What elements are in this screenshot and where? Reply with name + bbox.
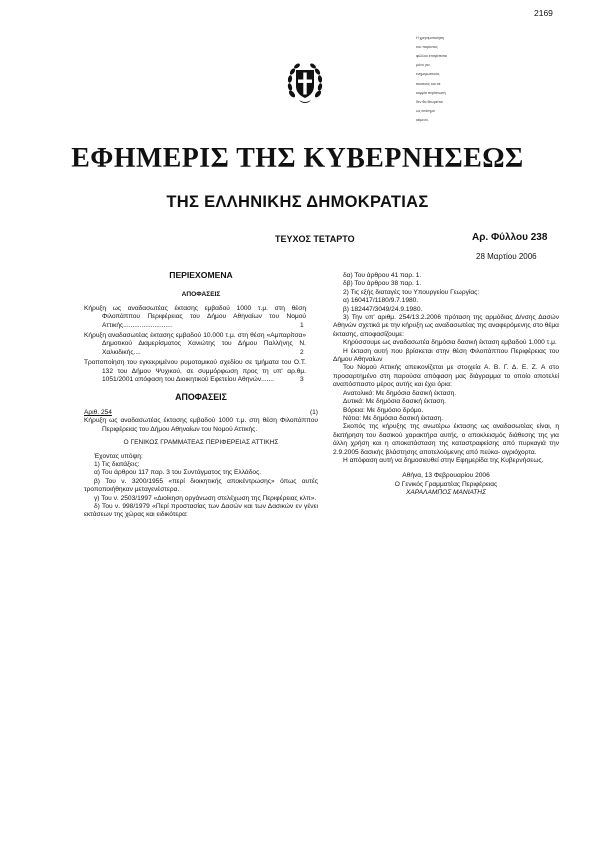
toc-heading: ΠΕΡΙΕΧΟΜΕΝΑ [169, 270, 233, 280]
decisions-heading: ΑΠΟΦΑΣΕΙΣ [175, 392, 227, 403]
provision-item: 2) Τις εξής διαταγές του Υπουργείου Γεωργίας: [343, 288, 480, 296]
decision-paragraph: Κηρύσσουμε ως αναδασωτέα δημόσια δασική έκταση εμβαδού 1.000 τ.μ. [343, 339, 557, 347]
masthead-title: ΕΦΗΜΕΡΙΣ ΤΗΣ ΚΥΒΕΡΝΗΣΕΩΣ [71, 142, 524, 174]
toc-item-text: Τροποποίηση του εγκεκριμένου ρυμοτομικού σχεδίου σε τμήματα του Ο.Τ. 132 του Δήμου Ψυχικού, σε συμμόρφωση προς τη υπ' αρ.θμ. 1051/2001 απόφαση του Διοικητικού Εφετείου Αθηνών....... [84, 359, 306, 384]
provision-item: β) Του ν. 3200/1955 «περί διοικητικής αποκέντρωσης» όπως αυτές τροποποιήθηκαν μεταγενέστερα. [84, 477, 318, 494]
page-number: 2169 [534, 8, 553, 18]
greek-coat-of-arms-icon [287, 60, 323, 104]
stamp-line: καμμία περίπτωση [416, 90, 446, 95]
boundary-west: Δυτικά: Με δημόσια δασική έκταση. [343, 398, 446, 406]
provision-item: α) Του άρθρου 117 παρ. 3 του Συντάγματος της Ελλάδος. [94, 469, 262, 477]
stamp-line: μόνο για [416, 63, 430, 68]
footnote-mark: (1) [309, 408, 318, 416]
issue-date: 28 Μαρτίου 2006 [476, 252, 537, 261]
toc-item-text: Κήρυξη ως αναδασωτέας έκτασης εμβαδού 1000 τ.μ. στη θέση Φιλοπάππου Περιφέρειας του Δήμου Αθηναίων του Νομού Αττικής........................... [84, 304, 306, 329]
stamp-notice [416, 31, 486, 127]
boundary-east: Ανατολικά: Με δημόσια δασική έκταση. [343, 389, 457, 397]
issue-number: Αρ. Φύλλου 238 [472, 232, 548, 243]
stamp-line: κείμενο. [416, 118, 429, 123]
stamp-line: ενημερωτικούς [416, 72, 440, 77]
provision-item: δ) Του ν. 998/1979 «Περί προστασίας των Δασών και των Δασικών εν γένει εκτάσεων της χώρας και ειδικότερα: [84, 502, 318, 519]
considering-label: Έχοντας υπόψη: [94, 452, 143, 460]
signature-place-date: Αθήνα, 13 Φεβρουαρίου 2006 [402, 472, 490, 480]
toc-item[interactable]: Κήρυξη ως αναδασωτέας έκτασης εμβαδού 1000 τ.μ. στη θέση Φιλοπάππου Περιφέρειας του Δήμου Αθηναίων του Νομού Αττικής........................... 1 [84, 305, 318, 330]
right-column [333, 272, 559, 498]
masthead-subtitle: ΤΗΣ ΕΛΛΗΝΙΚΗΣ ΔΗΜΟΚΡΑΤΙΑΣ [166, 193, 429, 211]
stamp-line: φύλλου επιτρέπεται [416, 53, 448, 58]
boundary-south: Νότια: Με δημόσια δασική έκταση. [343, 414, 444, 422]
provision-item: 3) Την υπ' αριθμ. 254/13.2.2006 πρόταση της αρμόδιας Δ/νσης Δασών Αθηνών σχετικά με την κήρυξη ως αναδασωτέας της αναφερόμενης στο θέμα έκτασης, αποφασίζουμε: [333, 314, 559, 338]
decision-number: Αριθ. 254 [84, 408, 112, 416]
decision-title: Κήρυξη ως αναδασωτέας έκτασης εμβαδού 1000 τ.μ. στη θέση Φιλοπάππου Περιφέρειας του Δήμου Αθηναίων του Νομού Αττικής. [84, 417, 318, 433]
provision-item: δα) Του άρθρου 41 παρ. 1. [343, 272, 422, 279]
toc-item[interactable]: Κήρυξη αναδασωτέας έκτασης εμβαδού 10.000 τ.μ. στη θέση «Αμπαρίτσα» Δημοτικού Διαμερίσματος Χανιώτης του Δήμου Παλλήνης Ν. Χαλκιδικής.... 2 [84, 332, 318, 357]
decision-paragraph: Η έκταση αυτή που βρίσκεται στην θέση Φιλοπάππου Περιφέρειας του Δήμου Αθηναίων [333, 347, 559, 364]
provision-item: 1) Τις διατάξεις: [94, 460, 140, 468]
left-column [84, 271, 318, 520]
decision-paragraph: Η απόφαση αυτή να δημοσιευθεί στην Εφημερίδα της Κυβερνήσεως. [343, 456, 544, 464]
signature-name: ΧΑΡΑΛΑΜΠΟΣ ΜΑΝΙΑΤΗΣ [405, 489, 487, 497]
toc-item-text: Κήρυξη αναδασωτέας έκτασης εμβαδού 10.000 τ.μ. στη θέση «Αμπαρίτσα» Δημοτικού Διαμερίσματος Χανιώτης του Δήμου Παλλήνης Ν. Χαλκιδικής.... [84, 332, 306, 356]
provision-item: α) 160417/1180/9.7.1980. [343, 297, 419, 305]
stamp-line: σκοπούς και σε [416, 81, 441, 86]
decision-paragraph: Του Νομού Αττικής απεικονίζεται με στοιχεία Α. Β. Γ. Δ. Ε. Ζ. Α στο προσαρτημένο στη παρούσα απόφαση μας διάγραμμα το οποίο αποτελεί αναπόσπαστο μέρος αυτής και έχει όρια: [333, 364, 559, 389]
stamp-line: Η χρησιμοποίηση [416, 35, 444, 40]
stamp-line: ως επίσημο [416, 109, 435, 114]
boundary-north: Βόρεια: Με δημόσιο δρόμο. [343, 406, 424, 414]
provision-item: γ) Του ν. 2503/1997 «Διοίκηση οργάνωση στελέχωση της Περιφέρειας κλπ». [94, 494, 317, 502]
decision-paragraph: Σκοπός της κήρυξης της ανωτέρω έκτασης ως αναδασωτέας είναι, η διατήρηση του δασικού χαρακτήρα αυτής, ο αποκλεισμός διάθεσης της για άλλη χρήση και η αποκατάσταση της καταστραφείσης από πυρκαγιά την 2.9.2005 δασικής βλάστησης αποτελούμενης από πεύκα- αγριόχορτα. [333, 423, 559, 456]
provision-item: β) 182447/3049/24.9.1980. [343, 305, 423, 313]
toc-item[interactable]: Τροποποίηση του εγκεκριμένου ρυμοτομικού σχεδίου σε τμήματα του Ο.Τ. 132 του Δήμου Ψυχικού, σε συμμόρφωση προς τη υπ' αρ.θμ. 1051/2001 απόφαση του Διοικητικού Εφετείου Αθηνών....... 3 [84, 359, 318, 384]
decision-authority: Ο ΓΕΝΙΚΟΣ ΓΡΑΜΜΑΤΕΑΣ ΠΕΡΙΦΕΡΕΙΑΣ ΑΤΤΙΚΗΣ [123, 439, 279, 447]
stamp-line: του παρόντος [416, 44, 438, 49]
issue-label: ΤΕΥΧΟΣ ΤΕΤΑΡΤΟ [275, 234, 355, 244]
provision-item: δβ) Του άρθρου 38 παρ. 1. [343, 280, 422, 288]
toc-subheading: ΑΠΟΦΑΣΕΙΣ [181, 291, 221, 299]
stamp-line: δεν θα θεωρείται [416, 99, 443, 104]
signature-role: Ο Γενικός Γραμματέας Περιφέρειας [394, 480, 498, 488]
